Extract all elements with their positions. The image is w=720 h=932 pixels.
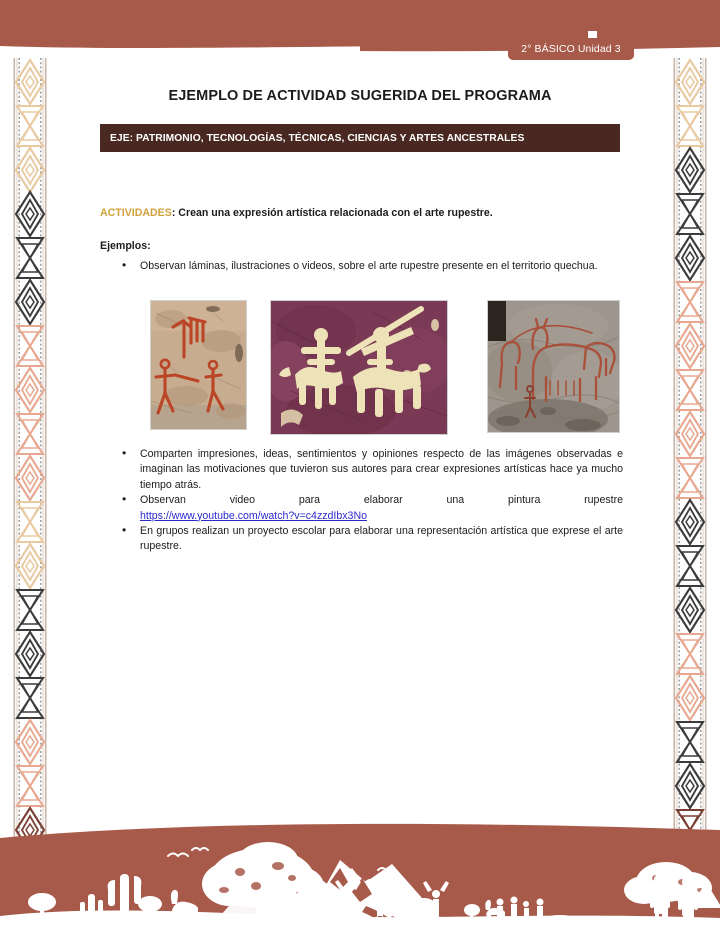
- activities-colon: :: [171, 207, 176, 219]
- eje-bar: [100, 124, 620, 152]
- list-item-video: [118, 493, 623, 524]
- examples-list-first: [118, 259, 623, 274]
- examples-label: Ejemplos:: [100, 240, 151, 252]
- page-title: EJEMPLO DE ACTIVIDAD SUGERIDA DEL PROGRAMA: [168, 88, 552, 104]
- youtube-link[interactable]: https://www.youtube.com/watch?v=c4zzdIbx3No: [140, 509, 367, 522]
- rock-art-riders-petroglyph-image: [270, 300, 448, 435]
- eje-bar-label: EJE: PATRIMONIO, TECNOLOGÍAS, TÉCNICAS, CIENCIAS Y ARTES ANCESTRALES: [110, 132, 525, 144]
- rock-art-red-stick-figures-image: [150, 300, 247, 430]
- activities-text: Crean una expresión artística relacionada con el arte rupestre.: [178, 207, 493, 219]
- video-bullet-text: • Observan video para elaborar una pintura rupestre: [140, 494, 623, 507]
- activities-line: [100, 206, 625, 221]
- rock-art-camelids-image: [487, 300, 620, 433]
- list-item: • En grupos realizan un proyecto escolar para elaborar una representación artística que exprese el arte rupestre.: [118, 524, 623, 555]
- left-woven-border: [13, 58, 47, 848]
- activities-label: ACTIVIDADES: [100, 207, 172, 219]
- bottom-decorative-scene: [0, 820, 720, 932]
- rock-art-image-row: [0, 300, 720, 435]
- examples-list-rest: [118, 447, 623, 555]
- list-item: • Observan láminas, ilustraciones o videos, sobre el arte rupestre presente en el territorio quechua.: [118, 259, 623, 274]
- list-item: • Comparten impresiones, ideas, sentimientos y opiniones respecto de las imágenes observadas e imaginan las motivaciones que tuvieron sus autores para crear expresiones artísticas hace ya mucho tiempo atrás.: [118, 447, 623, 493]
- unit-badge: 2° BÁSICO Unidad 3: [508, 38, 634, 60]
- right-woven-border: [673, 58, 707, 848]
